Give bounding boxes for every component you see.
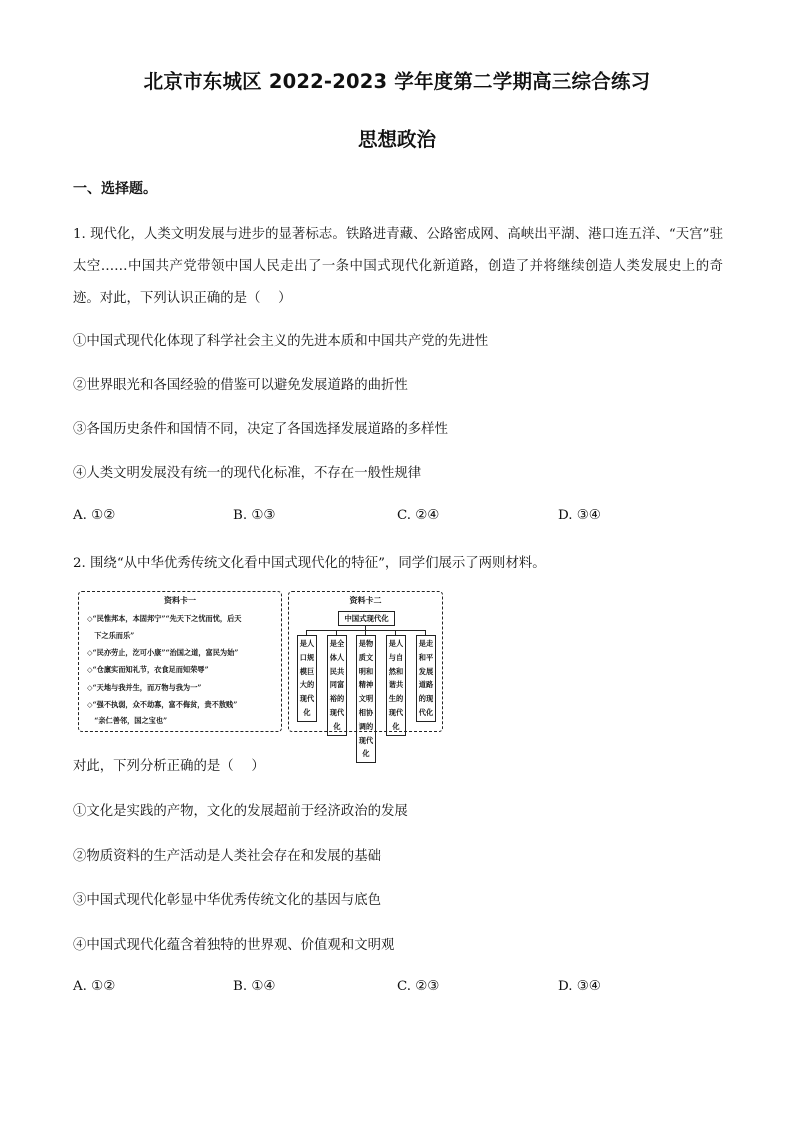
material-card-1-line: ◇“民亦劳止，汔可小康”“治国之道，富民为始” <box>87 648 239 657</box>
material-card-2 <box>288 591 443 759</box>
q2-option-2: ②物质资料的生产活动是人类社会存在和发展的基础 <box>73 849 381 864</box>
q1-option-3: ③各国历史条件和国情不同，决定了各国选择发展道路的多样性 <box>73 422 448 437</box>
material-card-1-line: ◇“天地与我并生，而万物与我为一” <box>87 683 202 692</box>
page-title: 北京市东城区 2022-2023 学年度第二学期高三综合练习 <box>143 70 651 93</box>
q1-option-1: ①中国式现代化体现了科学社会主义的先进本质和中国共产党的先进性 <box>73 334 489 349</box>
page-subtitle: 思想政治 <box>357 128 436 151</box>
q2-option-4: ④中国式现代化蕴含着独特的世界观、价值观和文明观 <box>73 938 395 953</box>
q1-choice-c[interactable]: C. ②④ <box>397 508 440 523</box>
diagram-child-node: 是人与自然和谐共生的现代化 <box>386 635 406 736</box>
material-card-1-line: ◇“民惟邦本，本固邦宁”“先天下之忧而忧，后天 <box>87 614 242 623</box>
diagram-child-node: 是人口规模巨大的现代化 <box>297 635 317 722</box>
question-1-stem: 1. 现代化，人类文明发展与进步的显著标志。铁路进青藏、公路密成网、高峡出平湖、港口连五洋、“天宫”驻太空……中国共产党带领中国人民走出了一条中国式现代化新道路，创造了并将继续创造人类发展史上的奇迹。对此，下列认识正确的是（ ） <box>73 227 723 306</box>
q1-choice-b[interactable]: B. ①③ <box>233 508 276 523</box>
diagram-child-node: 是全体人民共同富裕的现代化 <box>327 635 347 736</box>
material-card-1-title: 资料卡一 <box>164 595 196 605</box>
q2-choice-b[interactable]: B. ①④ <box>233 979 276 994</box>
material-card-1-line: ◇“仓廪实而知礼节，衣食足而知荣辱” <box>87 665 209 674</box>
section-heading: 一、选择题。 <box>73 181 157 197</box>
q1-choice-a[interactable]: A. ①② <box>73 508 116 523</box>
question-2-prompt: 对此，下列分析正确的是（ ） <box>73 759 265 774</box>
q1-choice-d[interactable]: D. ③④ <box>558 508 601 523</box>
q2-choice-c[interactable]: C. ②③ <box>397 979 440 994</box>
material-card-1-line: 下之乐而乐” <box>87 631 135 640</box>
q1-option-2: ②世界眼光和各国经验的借鉴可以避免发展道路的曲折性 <box>73 378 408 393</box>
q2-choice-d[interactable]: D. ③④ <box>558 979 601 994</box>
material-card-2-title: 资料卡二 <box>349 595 382 605</box>
q1-option-4: ④人类文明发展没有统一的现代化标准，不存在一般性规律 <box>73 466 422 481</box>
material-card-1-line: ◇“强不执弱，众不劫寡，富不侮贫，贵不敖贱” <box>87 700 238 709</box>
diagram-child-node: 是走和平发展道路的现代化 <box>416 635 436 722</box>
question-2-stem: 2. 围绕“从中华优秀传统文化看中国式现代化的特征”，同学们展示了两则材料。 <box>73 556 546 571</box>
diagram-root-node: 中国式现代化 <box>338 611 395 626</box>
material-card-1-line: “亲仁善邻，国之宝也” <box>87 716 168 725</box>
q2-choice-a[interactable]: A. ①② <box>73 979 116 994</box>
material-card-1 <box>78 591 282 732</box>
q2-option-1: ①文化是实践的产物，文化的发展超前于经济政治的发展 <box>73 804 408 819</box>
diagram-child-node: 是物质文明和精神文明相协调的现代化 <box>356 635 376 763</box>
q2-option-3: ③中国式现代化彰显中华优秀传统文化的基因与底色 <box>73 893 381 908</box>
